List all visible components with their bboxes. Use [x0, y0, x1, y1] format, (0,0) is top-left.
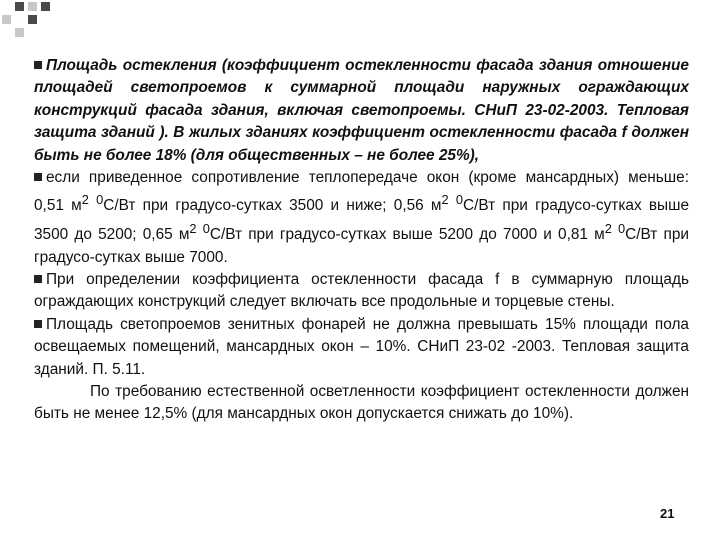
square-bullet-icon [34, 173, 42, 181]
square-bullet-icon [34, 320, 42, 328]
superscript: 2 [189, 220, 197, 236]
paragraph-text: По требованию естественной осветленности коэффициент остекленности должен быть не менее 12,5% (для мансардных окон допускается снижать до 10%). [34, 382, 689, 423]
deco-square-icon [15, 28, 24, 37]
text-segment: если приведенное сопротивление теплопередаче окон (кроме мансардных) меньше: 0,51 м [34, 169, 689, 215]
paragraph-text: При определении коэффициента остекленности фасада f в суммарную площадь ограждающих конструкций следует включать все продольные и торцевые стены. [34, 270, 689, 311]
paragraph-text: Площадь светопроемов зенитных фонарей не должна превышать 15% площади пола освещаемых помещений, мансардных окон – 10%. СНиП 23-02 -2003. Тепловая защита зданий. П. 5.11. [34, 315, 689, 378]
paragraph-natural-lighting [34, 381, 689, 426]
paragraph-window-resistance [34, 167, 689, 269]
deco-square-icon [28, 15, 37, 24]
paragraph-skylights [34, 314, 689, 381]
superscript: 2 [604, 220, 612, 236]
superscript: 2 [81, 192, 89, 208]
deco-square-icon [28, 2, 37, 11]
deco-square-icon [2, 15, 11, 24]
square-bullet-icon [34, 61, 42, 69]
paragraph-facade-coefficient [34, 269, 689, 314]
slide-body [34, 55, 689, 426]
corner-decoration [0, 0, 80, 50]
superscript: 0 [618, 220, 626, 236]
superscript: 0 [455, 192, 464, 208]
deco-square-icon [41, 2, 50, 11]
text-segment: С/Вт при градусо-сутках 3500 и ниже; 0,56 м [103, 197, 442, 215]
paragraph-glazing-area [34, 55, 689, 167]
text-segment: С/Вт при градусо-сутках выше 5200 до 7000 и 0,81 м [209, 226, 605, 244]
page-number: 21 [660, 506, 675, 521]
deco-square-icon [15, 2, 24, 11]
square-bullet-icon [34, 275, 42, 283]
superscript: 0 [202, 220, 210, 236]
text-segment: С/Вт при градусо-сутках выше 3500 до 5200; 0,65 м [34, 197, 690, 244]
superscript: 2 [441, 192, 449, 208]
paragraph-text: Площадь остекления (коэффициент остекленности фасада здания отношение площадей светопроемов к суммарной площади наружных ограждающих конструкций фасада здания, включая светопроемы. СНиП 23-02-2003. Тепловая защита зданий ). В жилых зданиях коэффициент остекленности фасада f должен быть не более 18% (для общественных – не более 25%), [34, 57, 689, 164]
text-segment: С/Вт при градусо-сутках выше 7000. [34, 226, 689, 266]
superscript: 0 [96, 192, 104, 208]
